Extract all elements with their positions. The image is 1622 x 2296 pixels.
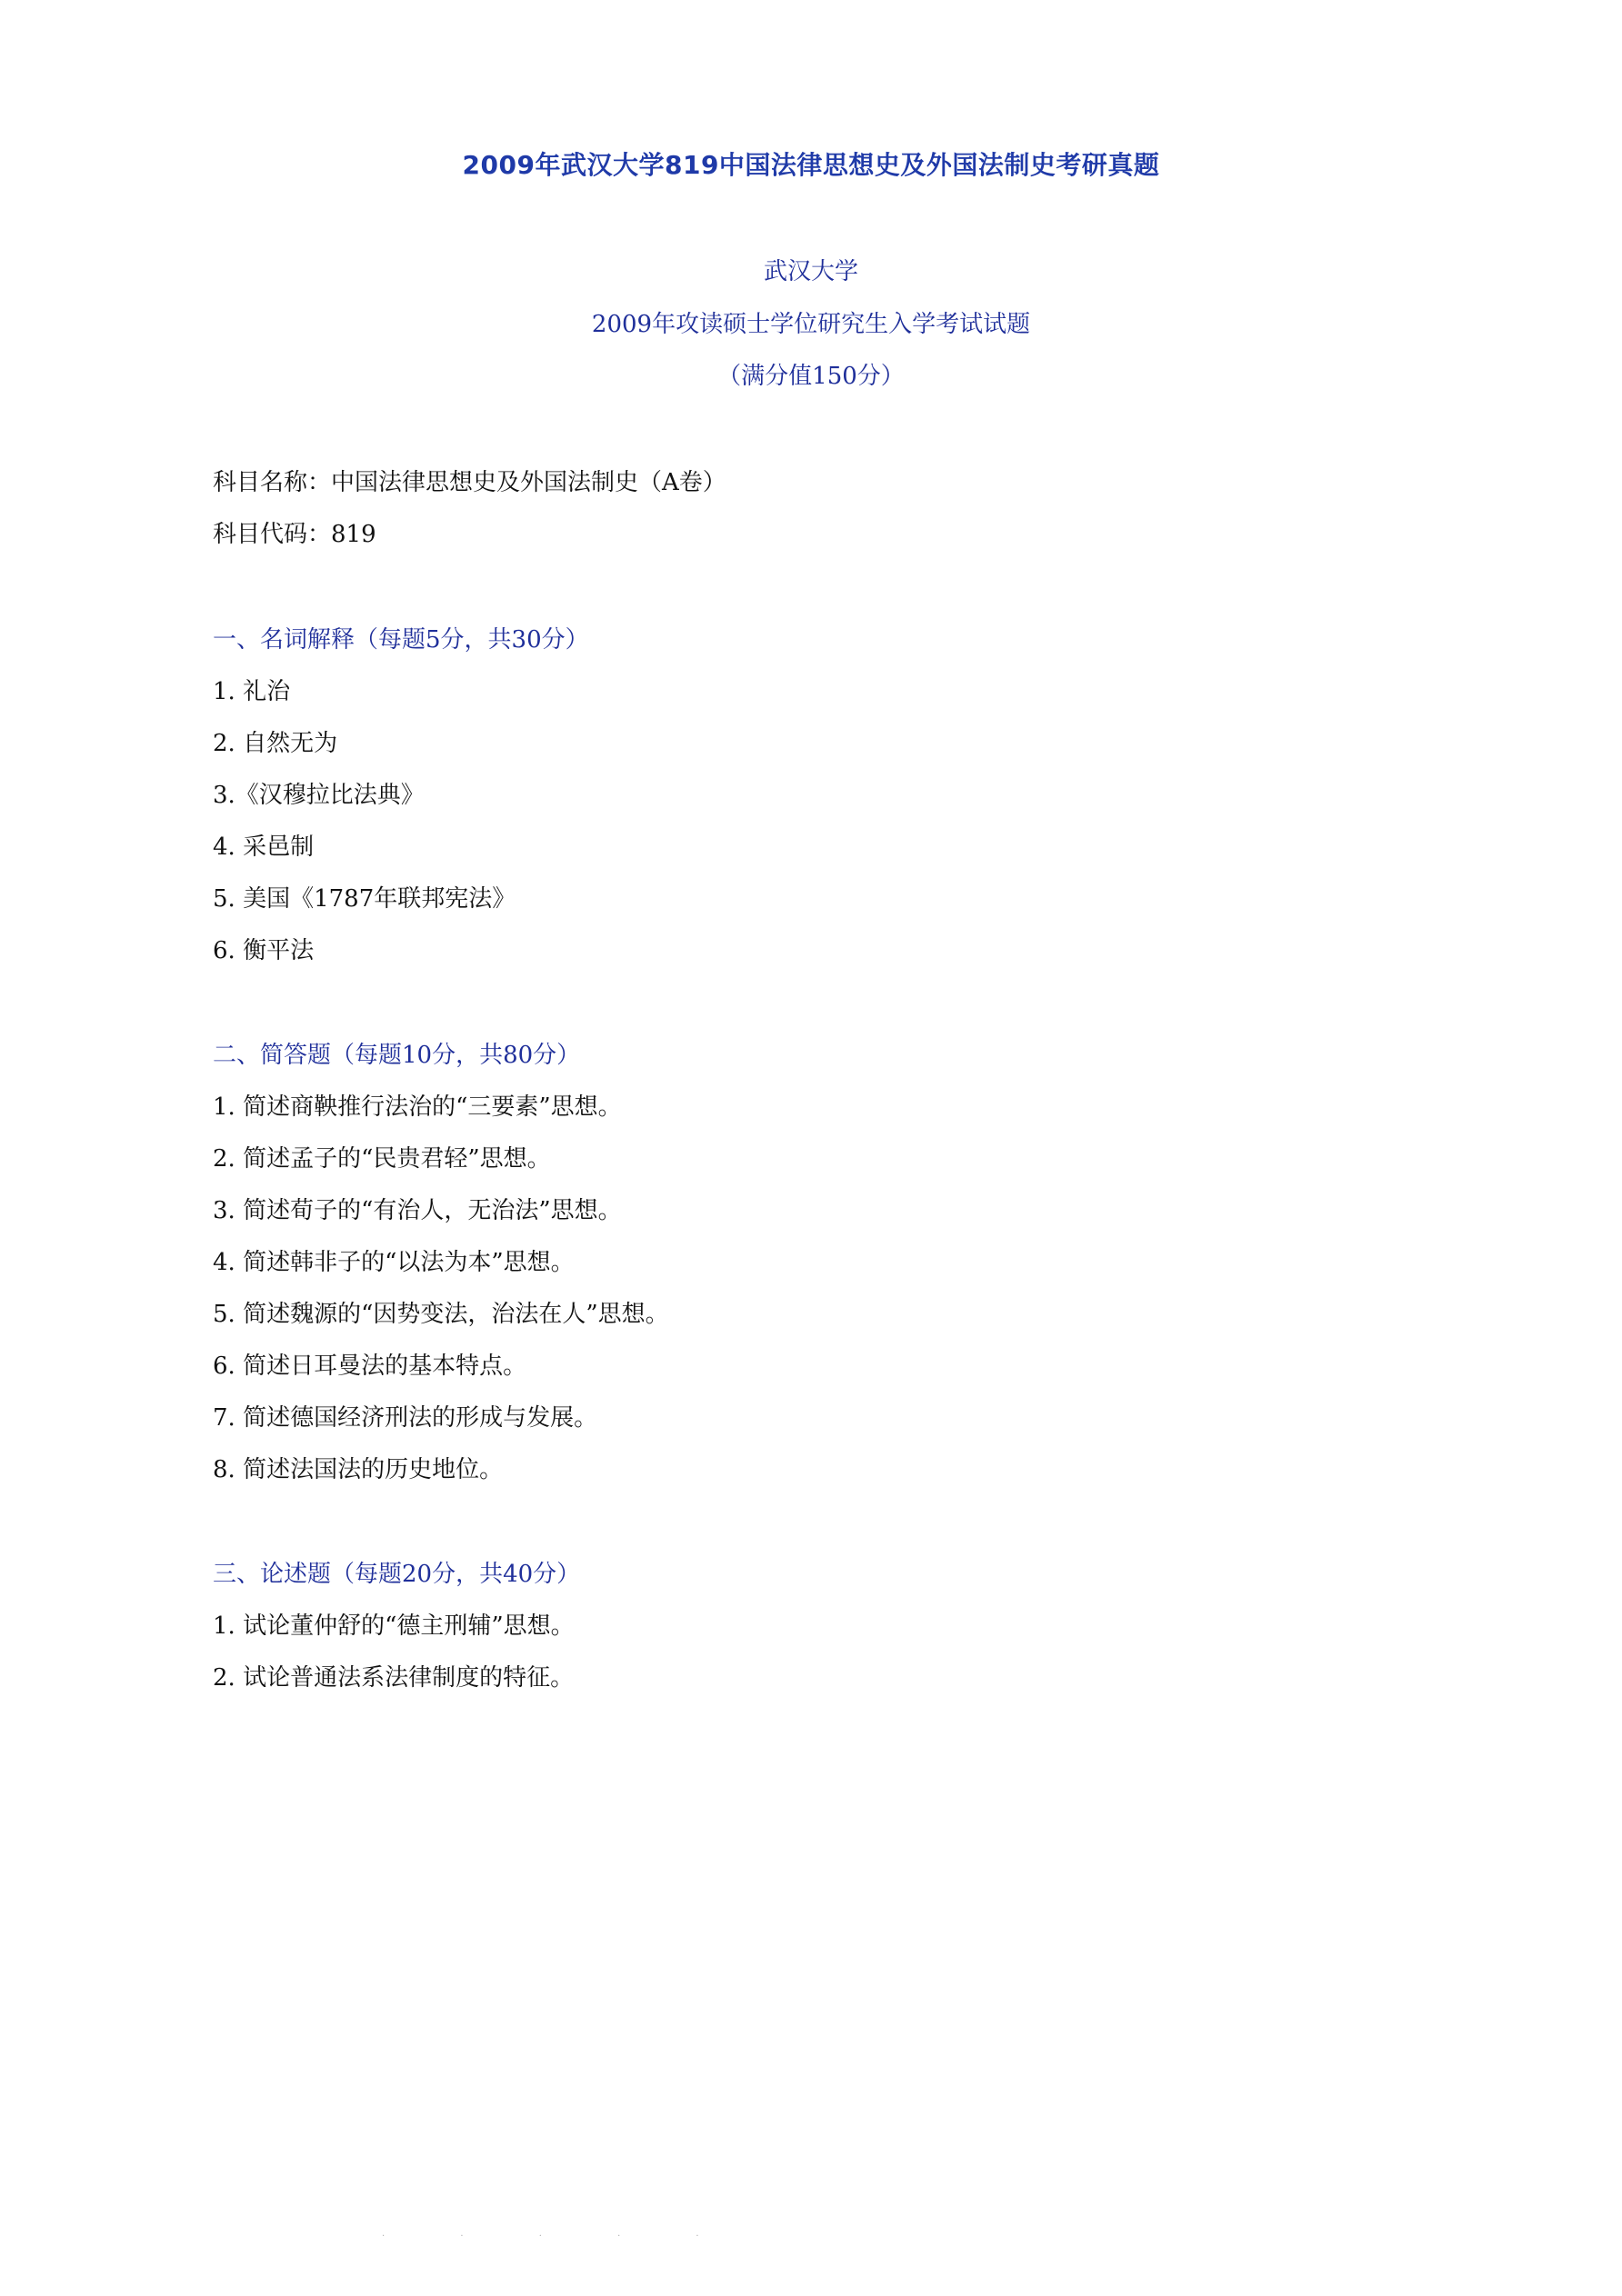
- list-item: 2. 简述孟子的“民贵君轻”思想。: [213, 1145, 551, 1173]
- section-heading-short-answer: 二、简答题（每题10分，共80分）: [213, 1042, 581, 1069]
- list-item: 5. 美国《1787年联邦宪法》: [213, 885, 516, 913]
- list-item: 6. 衡平法: [213, 937, 315, 964]
- university-name: 武汉大学: [763, 258, 858, 285]
- list-item: 3. 简述荀子的“有治人，无治法”思想。: [213, 1197, 622, 1224]
- list-item: 4. 采邑制: [213, 834, 315, 861]
- full-score: （满分值150分）: [717, 363, 905, 390]
- list-item: 1. 简述商鞅推行法治的“三要素”思想。: [213, 1093, 622, 1121]
- list-item: 3.《汉穆拉比法典》: [213, 782, 425, 809]
- scan-artifact-dots: · · · · ·: [382, 2231, 736, 2241]
- list-item: 5. 简述魏源的“因势变法，治法在人”思想。: [213, 1301, 669, 1328]
- section-heading-terms: 一、名词解释（每题5分，共30分）: [213, 626, 589, 654]
- subject-code: 科目代码：819: [213, 521, 376, 548]
- list-item: 4. 简述韩非子的“以法为本”思想。: [213, 1249, 575, 1276]
- exam-name: 2009年攻读硕士学位研究生入学考试试题: [591, 311, 1031, 338]
- section-heading-essay: 三、论述题（每题20分，共40分）: [213, 1561, 581, 1588]
- list-item: 7. 简述德国经济刑法的形成与发展。: [213, 1404, 598, 1432]
- list-item: 1. 试论董仲舒的“德主刑辅”思想。: [213, 1612, 575, 1640]
- list-item: 2. 试论普通法系法律制度的特征。: [213, 1664, 575, 1692]
- list-item: 2. 自然无为: [213, 730, 338, 757]
- document-title: 2009年武汉大学819中国法律思想史及外国法制史考研真题: [462, 150, 1160, 180]
- subject-name: 科目名称：中国法律思想史及外国法制史（A卷）: [213, 469, 726, 496]
- list-item: 6. 简述日耳曼法的基本特点。: [213, 1353, 527, 1380]
- list-item: 8. 简述法国法的历史地位。: [213, 1456, 504, 1483]
- list-item: 1. 礼治: [213, 678, 291, 705]
